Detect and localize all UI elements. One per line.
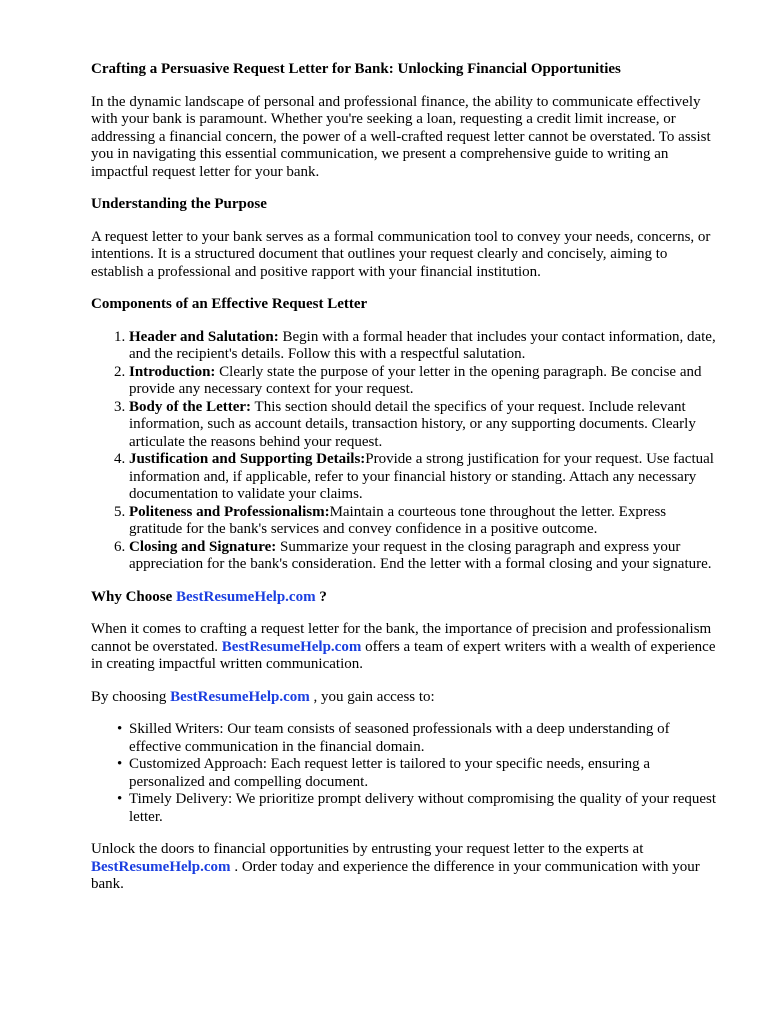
paragraph-text: , you gain access to: xyxy=(309,688,435,705)
item-term: Introduction: xyxy=(129,363,216,380)
item-text: Customized Approach: Each request letter is tailored to your specific needs, ensuring a personalized and compelling document. xyxy=(129,756,651,790)
item-text: Provide a strong justification for your request. Use factual information and, if applicable, refer to your financial history or standing. Attach any necessary documentation to validate your claims. xyxy=(129,451,714,502)
list-item xyxy=(91,791,718,826)
list-item xyxy=(129,364,718,399)
list-item xyxy=(129,504,718,539)
bullet-icon: • xyxy=(117,756,123,772)
item-text: Begin with a formal header that includes your contact information, date, and the recipient's details. Follow this with a respectful salutation. xyxy=(129,328,716,362)
list-item xyxy=(129,329,718,364)
why-heading xyxy=(91,589,718,607)
item-text: Maintain a courteous tone throughout the letter. Express gratitude for the bank's services and convey confidence in a positive outcome. xyxy=(129,503,667,537)
why-heading-prefix: Why Choose xyxy=(91,588,177,605)
purpose-paragraph: A request letter to your bank serves as a formal communication tool to convey your needs, concerns, or intentions. It is a structured document that outlines your request clearly and concisely, aiming to establish a professional and positive rapport with your financial institution. xyxy=(91,228,711,280)
purpose-heading: Understanding the Purpose xyxy=(91,196,267,212)
item-term: Body of the Letter: xyxy=(129,398,252,415)
intro-paragraph: In the dynamic landscape of personal and professional finance, the ability to communicate effectively with your bank is paramount. Whether you're seeking a loan, requesting a credit limit increase, or addressing a financial concern, the power of a well-crafted request letter cannot be overstated. To assist you in navigating this essential communication, we present a comprehensive guide to writing an impactful request letter for your bank. xyxy=(91,93,711,180)
components-heading: Components of an Effective Request Letter xyxy=(91,296,368,312)
paragraph-text: offers a team of expert writers with a wealth of experience in creating impactful written communication. xyxy=(91,638,716,672)
item-text: Clearly state the purpose of your letter in the opening paragraph. Be concise and provide any necessary context for your request. xyxy=(129,363,702,397)
item-term: Closing and Signature: xyxy=(129,538,277,555)
benefits-list xyxy=(91,721,718,826)
list-item xyxy=(91,756,718,791)
item-term: Politeness and Professionalism: xyxy=(129,503,330,520)
item-text: Summarize your request in the closing paragraph and express your appreciation for the bank's consideration. End the letter with a formal closing and your signature. xyxy=(129,538,712,572)
paragraph-text: . Order today and experience the difference in your communication with your bank. xyxy=(91,858,700,892)
bullet-icon: • xyxy=(117,721,123,737)
bestresumehelp-link[interactable]: BestResumeHelp.com xyxy=(91,858,231,875)
list-item xyxy=(129,539,718,574)
list-item xyxy=(91,721,718,756)
closing-paragraph xyxy=(91,841,718,894)
item-term: Header and Salutation: xyxy=(129,328,279,345)
paragraph-text: By choosing xyxy=(91,688,171,705)
document-title: Crafting a Persuasive Request Letter for Bank: Unlocking Financial Opportunities xyxy=(91,61,621,77)
paragraph-text: Unlock the doors to financial opportunities by entrusting your request letter to the experts at xyxy=(91,841,644,857)
why-paragraph-2 xyxy=(91,689,718,707)
item-text: This section should detail the specifics of your request. Include relevant information, such as account details, transaction history, or any supporting documents. Clearly articulate the reasons behind your request. xyxy=(129,398,696,450)
item-term: Justification and Supporting Details: xyxy=(129,451,366,467)
bestresumehelp-link[interactable]: BestResumeHelp.com xyxy=(221,638,362,655)
bestresumehelp-link[interactable]: BestResumeHelp.com xyxy=(170,688,310,705)
components-list xyxy=(91,329,718,574)
list-item xyxy=(129,399,718,452)
item-text: Skilled Writers: Our team consists of seasoned professionals with a deep understanding of effective communication in the financial domain. xyxy=(129,721,670,755)
paragraph-text: When it comes to crafting a request letter for the bank, the importance of precision and professionalism cannot be overstated. xyxy=(91,621,712,655)
bullet-icon: • xyxy=(117,791,123,807)
bestresumehelp-link[interactable]: BestResumeHelp.com xyxy=(176,588,316,605)
list-item xyxy=(129,451,718,504)
why-paragraph-1 xyxy=(91,621,718,674)
item-text: Timely Delivery: We prioritize prompt delivery without compromising the quality of your request letter. xyxy=(129,791,717,825)
why-heading-suffix: ? xyxy=(315,588,327,605)
